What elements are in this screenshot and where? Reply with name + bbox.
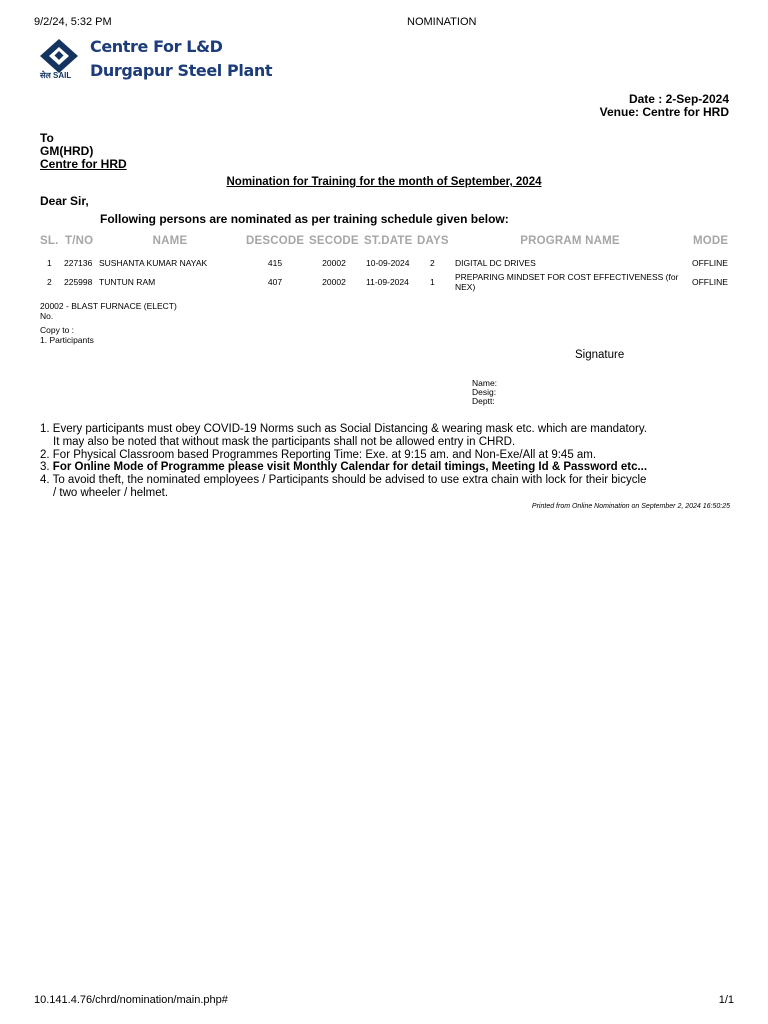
subject-line <box>0 176 768 188</box>
signature-label: Signature <box>575 349 625 361</box>
cell-descode: 407 <box>267 277 283 287</box>
th-program: PROGRAM NAME <box>520 235 620 247</box>
intro-text: Following persons are nominated as per training schedule given below: <box>100 212 509 226</box>
sail-logo-text: सेल SAIL <box>40 71 72 80</box>
date-venue-block <box>600 93 729 119</box>
copy-to-item: 1. Participants <box>40 335 94 345</box>
addressee-block <box>40 132 127 171</box>
instructions-list <box>40 423 680 500</box>
cell-stdate: 10-09-2024 <box>366 258 410 268</box>
note-3-number: 3. <box>40 461 50 474</box>
print-title: NOMINATION <box>407 16 477 28</box>
cell-days: 2 <box>430 258 435 268</box>
printed-from-note: Printed from Online Nomination on September 2, 2024 16:50:25 <box>531 503 730 510</box>
signatory-fields <box>472 379 497 406</box>
section-code: 20002 - BLAST FURNACE (ELECT) <box>40 301 177 311</box>
desig-field-label: Desig: <box>472 387 497 397</box>
cell-name: SUSHANTA KUMAR NAYAK <box>99 258 208 268</box>
th-mode: MODE <box>693 235 729 247</box>
cell-tno: 227136 <box>64 258 93 268</box>
note-3 <box>40 461 680 474</box>
cell-program: DIGITAL DC DRIVES <box>455 258 536 268</box>
venue-line: Venue: Centre for HRD <box>599 105 729 119</box>
to-label: To <box>40 131 54 145</box>
deptt-field-label: Deptt: <box>472 396 495 406</box>
copy-to-label: Copy to : <box>40 325 75 335</box>
print-page-number: 1/1 <box>718 994 734 1006</box>
th-sl: SL. <box>40 235 59 247</box>
brand-line-2: Durgapur Steel Plant <box>90 61 273 80</box>
cell-secode: 20002 <box>322 258 346 268</box>
cell-mode: OFFLINE <box>692 258 728 268</box>
note-1: 1. Every participants must obey COVID-19 Norms such as Social Distancing & wearing mask etc. which are mandatory. <box>40 423 647 435</box>
cell-days: 1 <box>430 277 435 287</box>
cell-program: PREPARING MINDSET FOR COST EFFECTIVENESS (for NEX) <box>455 272 679 292</box>
brand-line-1: Centre For L&D <box>90 37 223 56</box>
to-line-2: Centre for HRD <box>40 157 127 171</box>
name-field-label: Name: <box>472 378 498 388</box>
th-tno: T/NO <box>65 235 94 247</box>
to-line-1: GM(HRD) <box>40 144 94 158</box>
copy-to-block <box>40 325 94 345</box>
print-url: 10.141.4.76/chrd/nomination/main.php# <box>34 994 228 1006</box>
cell-stdate: 11-09-2024 <box>366 277 409 287</box>
th-name: NAME <box>152 235 188 247</box>
note-4: 4. To avoid theft, the nominated employees / Participants should be advised to use extra chain with lock for their bicycle <box>40 474 647 487</box>
cell-name: TUNTUN RAM <box>99 277 156 287</box>
th-secode: SECODE <box>309 235 359 247</box>
cell-sl: 2 <box>47 277 52 287</box>
th-days: DAYS <box>417 235 449 247</box>
print-datetime: 9/2/24, 5:32 PM <box>34 16 112 28</box>
salutation: Dear Sir, <box>40 194 89 208</box>
note-4-continued: / two wheeler / helmet. <box>53 486 169 499</box>
section-code-block <box>40 301 177 321</box>
cell-tno: 225998 <box>64 277 93 287</box>
cell-secode: 20002 <box>322 277 346 287</box>
no-label: No. <box>40 311 54 321</box>
date-line: Date : 2-Sep-2024 <box>628 92 729 106</box>
note-1-continued: It may also be noted that without mask the participants shall not be allowed entry in CHRD. <box>53 435 516 448</box>
note-3-text: For Online Mode of Programme please visit Monthly Calendar for detail timings, Meeting Id & Password etc... <box>52 461 648 474</box>
cell-mode: OFFLINE <box>692 277 728 287</box>
note-2: 2. For Physical Classroom based Programmes Reporting Time: Exe. at 9:15 am. and Non-Exe/All at 9:45 am. <box>40 448 597 461</box>
cell-sl: 1 <box>47 258 52 268</box>
subject-text: Nomination for Training for the month of September, 2024 <box>226 176 542 188</box>
th-stdate: ST.DATE <box>364 235 413 247</box>
th-descode: DESCODE <box>246 235 305 247</box>
cell-descode: 415 <box>267 258 283 268</box>
